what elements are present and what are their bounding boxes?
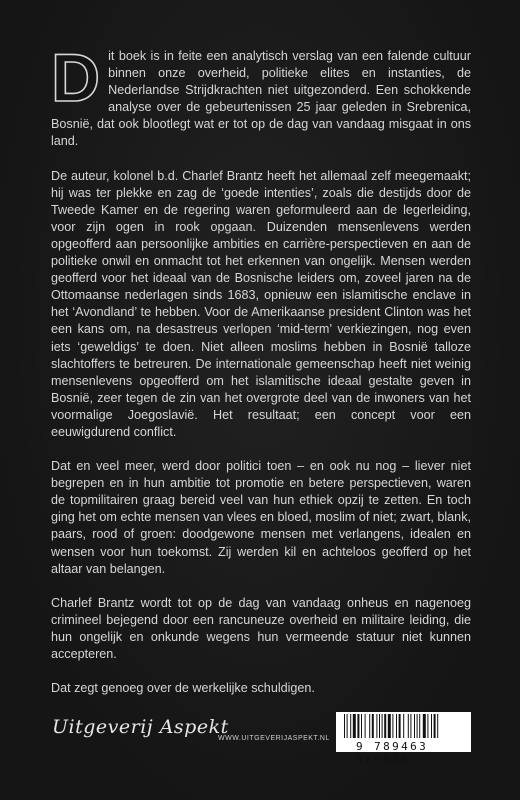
barcode-bar [399,714,401,738]
barcode-bar [414,714,415,738]
paragraph-closing: Dat zegt genoeg over de werkelijke schuldigen. [51,681,315,696]
paragraph-politics: Dat en veel meer, werd door politici toen – en ook nu nog – liever niet begrepen en in hun ambitie tot promotie en betere perspectieven, waren de topmilitairen graag bereid veel van hun ethiek opzij te zetten. En toch ging het om echte mensen van vlees en bloed, moslim of niet; zwart, blank, paars, rood of groen: doodgewone mensen met verlangens, idealen en wensen voor hun toekomst. Zij werden kil en achteloos geofferd op het altaar van belangen. [51,459,471,576]
paragraph-author: De auteur, kolonel b.d. Charlef Brantz heeft het allemaal zelf meegemaakt; hij was ter plekke en zag de ‘goede intenties’, zoals die destijds door de Tweede Kamer en de regering waren geformuleerd aan de legerleiding, voor zijn ogen in rook opgaan. Duizenden mensenlevens werden opgeofferd aan persoonlijke ambities en carrière-perspectieven en aan de politieke onwil en onmacht tot het erkennen van ongelijk. Mensen werden geofferd voor het ideaal van de Bosnische leiders om, zoveel jaren na de Ottomaanse nederlagen sinds 1683, opnieuw een islamitische enclave in het ‘Avondland’ te hebben. Voor de Amerikaanse president Clinton was het een kans om, na desastreus verlopen ‘mid-term’ verkiezingen, nog even iets ‘geweldigs’ te doen. Niet alleen moslims hebben in Bosnië talloze slachtoffers te betreuren. De internationale gemeenschap heeft niet weinig mensenlevens opgeofferd om het islamitische ideaal gestalte geven in Bosnië, zeer tegen de zin van het overgrote deel van de inwoners van het voormalige Joegoslavië. Het resultaat; een concept voor een eeuwigdurend conflict. [51,168,471,439]
paragraph-intro-text: it boek is in feite een analytisch verslag van een falende cultuur binnen onze overheid, politieke elites en instanties, de Nederlandse Strijdkrachten niet uitgezonderd. Een schokkende analyse over de gebeurtenissen 25 jaar geleden in Srebrenica, Bosnië, dat ook blootlegt wat er tot op de dag van vandaag misgaat in ons land. [51,49,471,149]
barcode-bar [372,714,374,738]
paragraph-treatment: Charlef Brantz wordt tot op de dag van vandaag onheus en nagenoeg crimineel bejegend door een rancuneuze overheid en militaire leiding, die hun ongelijk en onkunde wegens hun vermeende statuur niet kunnen accepteren. [51,595,471,661]
barcode-bar [347,714,348,738]
barcode-bar [361,714,362,738]
cover-footer [0,708,520,768]
barcode-bar [382,714,383,738]
barcode-bar [427,714,428,738]
barcode-bar [369,714,370,738]
barcode-bar [417,714,418,738]
barcode-bar [350,714,351,738]
paragraph-intro [51,40,471,151]
publisher-logo: Uitgeverij Aspekt [52,716,229,738]
barcode-bar [403,714,404,738]
barcode-bar [365,714,366,738]
barcode-bar [344,714,345,738]
blurb-text [51,40,471,714]
barcode-bar [376,714,377,738]
isbn-number: 9 789463 389020 [356,740,429,766]
publisher-website: WWW.UITGEVERIJASPEKT.NL [218,735,330,742]
barcode-bar [423,714,426,738]
barcode-bar [353,714,356,738]
barcode-bar [408,714,409,738]
barcode-bar [396,714,397,738]
barcode-bar [434,714,436,738]
barcode-bar [384,714,386,738]
barcode-bar [431,714,432,738]
barcode-bar [392,714,393,738]
isbn-barcode [336,712,471,766]
drop-cap: D [51,40,101,116]
barcode-bar [419,714,420,738]
barcode-bar [388,714,391,738]
barcode-bar [410,714,411,738]
barcode-bars [338,714,469,740]
barcode-bar [357,714,359,738]
barcode-bar [379,714,380,738]
barcode-bar [437,714,438,738]
